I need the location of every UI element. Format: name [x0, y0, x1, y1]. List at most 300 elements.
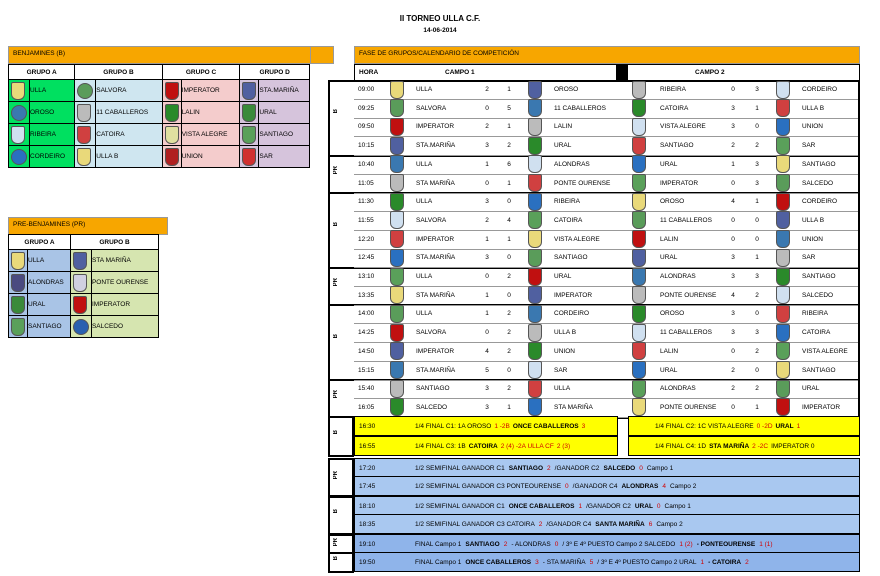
- match-row: [354, 248, 858, 268]
- match-time: 17:20: [359, 464, 376, 472]
- team-crest-icon: [9, 146, 30, 168]
- away-score: 2: [507, 385, 511, 393]
- home-team: URAL: [660, 160, 678, 168]
- prebenjamines-title: PRE-BENJAMINES (PR): [8, 217, 168, 235]
- category-block: [328, 416, 354, 457]
- team-crest-icon: [630, 323, 648, 342]
- home-score: 3: [485, 198, 489, 206]
- team-crest-icon: [630, 379, 648, 398]
- final-text: Campo 1: [646, 464, 674, 472]
- team-crest-icon: [9, 294, 28, 316]
- home-score: 2: [731, 385, 735, 393]
- team-crest-icon: [774, 304, 792, 323]
- final-text: 2: [503, 540, 508, 548]
- team-crest-icon: [75, 80, 96, 102]
- away-team: 11 CABALLEROS: [554, 104, 606, 112]
- away-team: SANTIAGO: [554, 254, 588, 262]
- team-crest-icon: [630, 248, 648, 267]
- final-text: Campo 2: [669, 482, 697, 490]
- away-score: 1: [755, 403, 759, 411]
- away-team: SAR: [802, 142, 816, 150]
- category-block: [328, 496, 354, 535]
- team-crest-icon: [774, 174, 792, 193]
- team-crest-icon: [630, 230, 648, 249]
- team-crest-icon: [388, 99, 406, 118]
- team-name: RIBEIRA: [30, 124, 75, 146]
- home-team: STA MARIÑA: [416, 291, 455, 299]
- away-score: 4: [507, 216, 511, 224]
- final-text: 1/2 SEMIFINAL GANADOR C1: [415, 502, 505, 510]
- away-score: 2: [755, 142, 759, 150]
- team-crest-icon: [526, 398, 544, 417]
- team-crest-icon: [388, 117, 406, 136]
- match-time: 12:45: [358, 254, 375, 262]
- final-text: ONCE CABALLEROS: [512, 422, 579, 430]
- final-text: 2: [745, 558, 749, 566]
- away-team: URAL: [802, 385, 820, 393]
- home-team: URAL: [660, 366, 678, 374]
- team-crest-icon: [630, 361, 648, 380]
- team-crest-icon: [388, 136, 406, 155]
- benjamines-groups-table: [8, 64, 310, 168]
- away-score: 2: [507, 329, 511, 337]
- final-text: 1 -2B: [494, 422, 510, 430]
- team-crest-icon: [388, 361, 406, 380]
- home-team: CATOIRA: [660, 104, 689, 112]
- team-name: SALCEDO: [91, 316, 158, 338]
- team-crest-icon: [526, 323, 544, 342]
- home-score: 0: [731, 179, 735, 187]
- final-line: [415, 459, 673, 477]
- away-score: 0: [755, 216, 759, 224]
- home-score: 1: [485, 291, 489, 299]
- final-text: 0: [639, 464, 643, 472]
- home-team: SANTIAGO: [660, 142, 694, 150]
- home-team: SALVORA: [416, 329, 447, 337]
- away-team: LALIN: [554, 123, 573, 131]
- team-crest-icon: [774, 342, 792, 361]
- final-text: STA MARIÑA: [709, 442, 750, 450]
- away-team: RIBEIRA: [802, 310, 829, 318]
- home-team: 11 CABALLEROS: [660, 216, 712, 224]
- final-text: 1/4 FINAL C3: 1B: [415, 442, 466, 450]
- final-text: 1/4 FINAL C2: 1C VISTA ALEGRE: [655, 422, 754, 430]
- match-time: 11:55: [358, 216, 374, 224]
- home-team: SANTIAGO: [416, 385, 450, 393]
- home-score: 3: [731, 273, 735, 280]
- category-label: PR: [333, 277, 339, 287]
- final-text: ONCE CABALLEROS: [508, 502, 575, 510]
- home-score: 1: [731, 160, 735, 168]
- match-time: 15:15: [358, 366, 375, 374]
- home-team: OROSO: [660, 310, 685, 318]
- final-row: [354, 552, 860, 572]
- team-crest-icon: [630, 99, 648, 118]
- team-crest-icon: [526, 230, 544, 249]
- team-crest-icon: [70, 272, 91, 294]
- away-team: PONTE OURENSE: [554, 179, 611, 187]
- away-team: VISTA ALEGRE: [802, 347, 848, 355]
- final-text: /GANADOR C4: [546, 520, 592, 528]
- final-text: 1: [796, 422, 801, 430]
- team-crest-icon: [388, 248, 406, 267]
- category-block: [328, 458, 354, 497]
- final-line: [415, 477, 696, 495]
- home-score: 3: [485, 142, 489, 150]
- final-text: URAL: [775, 422, 794, 430]
- team-name: SANTIAGO: [28, 316, 71, 338]
- team-crest-icon: [9, 250, 28, 272]
- team-crest-icon: [630, 80, 648, 99]
- match-time: 09:00: [358, 86, 375, 93]
- final-text: 1/4 FINAL C4: 1D: [655, 442, 707, 450]
- match-time: 11:05: [358, 179, 374, 187]
- match-time: 15:40: [358, 385, 375, 393]
- match-time: 16:55: [359, 442, 376, 450]
- final-text: 2 -2C: [752, 442, 769, 450]
- match-row: [354, 342, 858, 362]
- team-crest-icon: [388, 398, 406, 417]
- away-team: OROSO: [554, 86, 579, 93]
- team-crest-icon: [774, 117, 792, 136]
- final-row: [354, 458, 860, 478]
- home-score: 0: [485, 329, 489, 337]
- home-team: ALONDRAS: [660, 273, 696, 280]
- match-row: [354, 304, 858, 324]
- team-crest-icon: [630, 211, 648, 230]
- team-crest-icon: [388, 286, 406, 305]
- team-crest-icon: [240, 146, 259, 168]
- team-name: ALONDRAS: [28, 272, 71, 294]
- away-team: SALCEDO: [802, 291, 834, 299]
- team-crest-icon: [526, 361, 544, 380]
- final-text: SANTIAGO: [508, 464, 544, 472]
- team-name: STA MARIÑA: [91, 250, 158, 272]
- final-line: [415, 515, 683, 533]
- home-team: 11 CABALLEROS: [660, 329, 712, 337]
- home-score: 3: [731, 310, 735, 318]
- team-crest-icon: [774, 99, 792, 118]
- final-text: CATOIRA: [468, 442, 498, 450]
- match-row: [354, 80, 858, 100]
- home-team: SALVORA: [416, 104, 447, 112]
- team-name: IMPERATOR: [91, 294, 158, 316]
- final-text: - CATOIRA: [708, 558, 742, 566]
- team-crest-icon: [388, 174, 406, 193]
- home-score: 0: [731, 347, 735, 355]
- team-crest-icon: [388, 155, 406, 174]
- category-label: PR: [333, 537, 339, 546]
- team-name: CATOIRA: [96, 124, 162, 146]
- away-team: UNION: [802, 123, 823, 131]
- home-team: LALIN: [660, 235, 679, 243]
- home-team: SALVORA: [416, 216, 447, 224]
- match-row: [354, 136, 858, 156]
- home-team: LALIN: [660, 347, 679, 355]
- home-score: 1: [485, 235, 489, 243]
- team-name: URAL: [259, 102, 310, 124]
- team-name: LALIN: [181, 102, 240, 124]
- team-crest-icon: [630, 136, 648, 155]
- away-score: 0: [755, 123, 759, 131]
- home-team: ULLA: [416, 160, 433, 168]
- match-time: 14:25: [358, 329, 375, 337]
- final-row: [354, 476, 860, 496]
- team-crest-icon: [70, 316, 91, 338]
- quarterfinal-campo2: [655, 417, 800, 435]
- team-crest-icon: [526, 136, 544, 155]
- team-crest-icon: [774, 155, 792, 174]
- category-label: B: [333, 333, 339, 339]
- team-name: VISTA ALEGRE: [181, 124, 240, 146]
- away-score: 1: [755, 254, 759, 262]
- team-crest-icon: [526, 248, 544, 267]
- team-crest-icon: [774, 136, 792, 155]
- team-crest-icon: [774, 211, 792, 230]
- final-text: 2: [547, 464, 551, 472]
- final-text: 1/2 SEMIFINAL GANADOR C1: [415, 464, 505, 472]
- final-text: Campo 2: [656, 520, 683, 528]
- final-text: 6: [648, 520, 653, 528]
- home-score: 2: [485, 123, 489, 131]
- match-time: 18:35: [359, 520, 376, 528]
- final-line: [415, 535, 773, 553]
- final-text: / 3º E 4º PUESTO Campo 2 SALCEDO: [562, 540, 676, 548]
- team-crest-icon: [70, 294, 91, 316]
- team-crest-icon: [630, 155, 648, 174]
- home-score: 0: [485, 104, 489, 112]
- final-text: /GANADOR C2: [586, 502, 631, 510]
- team-crest-icon: [388, 267, 406, 286]
- final-text: /GANADOR C4: [572, 482, 618, 490]
- team-crest-icon: [526, 155, 544, 174]
- category-label: B: [333, 109, 339, 114]
- match-time: 10:15: [358, 142, 375, 150]
- team-crest-icon: [388, 379, 406, 398]
- team-crest-icon: [526, 99, 544, 118]
- away-score: 2: [507, 142, 511, 150]
- match-time: 12:20: [358, 235, 375, 243]
- prebenjamines-groups-table: [8, 234, 159, 338]
- match-row: [354, 117, 858, 137]
- away-team: CORDEIRO: [802, 86, 838, 93]
- home-score: 2: [731, 142, 735, 150]
- home-score: 0: [485, 273, 489, 280]
- away-team: CORDEIRO: [802, 198, 838, 206]
- team-crest-icon: [162, 80, 181, 102]
- away-score: 0: [755, 366, 759, 374]
- group-header: GRUPO B: [75, 65, 162, 80]
- home-team: RIBEIRA: [660, 86, 687, 93]
- match-time: 16:05: [358, 403, 375, 411]
- away-score: 3: [755, 273, 759, 280]
- final-text: SANTA MARIÑA: [595, 520, 645, 528]
- away-team: URAL: [554, 142, 572, 150]
- team-crest-icon: [526, 117, 544, 136]
- team-crest-icon: [774, 398, 792, 417]
- final-row: [628, 436, 860, 456]
- team-name: SANTIAGO: [259, 124, 310, 146]
- home-team: ULLA: [416, 273, 433, 280]
- away-score: 0: [507, 366, 511, 374]
- team-crest-icon: [526, 192, 544, 211]
- home-score: 1: [485, 310, 489, 318]
- team-crest-icon: [630, 304, 648, 323]
- away-score: 0: [755, 235, 759, 243]
- away-score: 3: [755, 179, 759, 187]
- team-crest-icon: [388, 342, 406, 361]
- home-score: 3: [485, 254, 489, 262]
- match-row: [354, 361, 858, 381]
- final-row: [354, 534, 860, 554]
- team-crest-icon: [630, 398, 648, 417]
- final-text: URAL: [634, 502, 653, 510]
- team-crest-icon: [240, 124, 259, 146]
- final-text: FINAL Campo 1: [415, 558, 462, 566]
- team-crest-icon: [630, 117, 648, 136]
- away-score: 1: [507, 403, 511, 411]
- category-label: PR: [333, 470, 339, 479]
- home-team: STA.MARIÑA: [416, 254, 456, 262]
- match-time: 19:10: [359, 540, 376, 548]
- team-name: SALVORA: [96, 80, 162, 102]
- match-time: 13:10: [358, 273, 375, 280]
- team-crest-icon: [70, 250, 91, 272]
- group-header: GRUPO D: [240, 65, 310, 80]
- match-time: 18:10: [359, 502, 376, 510]
- team-crest-icon: [75, 146, 96, 168]
- away-team: VISTA ALEGRE: [554, 235, 600, 243]
- away-score: 3: [755, 329, 759, 337]
- page-title: II TORNEO ULLA C.F.: [399, 14, 481, 23]
- home-score: 2: [731, 366, 735, 374]
- team-name: 11 CABALLEROS: [96, 102, 162, 124]
- final-line: [415, 497, 691, 515]
- category-block: [328, 552, 354, 573]
- category-label: PR: [333, 389, 339, 399]
- campo2-header: CAMPO 2: [695, 69, 725, 76]
- away-score: 2: [507, 310, 511, 318]
- match-time: 17:45: [359, 482, 376, 490]
- team-crest-icon: [526, 211, 544, 230]
- away-score: 0: [507, 198, 511, 206]
- match-row: [354, 192, 858, 212]
- benjamines-title-tail: [310, 46, 334, 64]
- team-crest-icon: [9, 80, 30, 102]
- team-crest-icon: [774, 267, 792, 286]
- team-crest-icon: [388, 304, 406, 323]
- quarterfinal-campo2: [655, 437, 815, 455]
- hora-header: HORA: [359, 69, 379, 76]
- category-label: PR: [333, 165, 339, 174]
- away-team: STA MARIÑA: [554, 403, 593, 411]
- away-score: 2: [507, 347, 511, 355]
- category-label: B: [333, 555, 339, 560]
- final-text: - PONTEOURENSE: [696, 540, 756, 548]
- home-team: IMPERATOR: [416, 235, 455, 243]
- team-crest-icon: [630, 267, 648, 286]
- team-crest-icon: [774, 80, 792, 99]
- final-text: 1: [700, 558, 705, 566]
- away-score: 2: [755, 347, 759, 355]
- match-row: [354, 267, 858, 287]
- away-score: 3: [755, 160, 759, 168]
- team-crest-icon: [75, 124, 96, 146]
- home-team: OROSO: [660, 198, 685, 206]
- away-score: 2: [507, 273, 511, 280]
- home-score: 4: [731, 198, 735, 206]
- team-crest-icon: [388, 323, 406, 342]
- home-score: 3: [731, 104, 735, 112]
- home-team: ULLA: [416, 310, 433, 318]
- team-crest-icon: [388, 192, 406, 211]
- team-crest-icon: [75, 102, 96, 124]
- team-crest-icon: [388, 230, 406, 249]
- away-score: 2: [755, 385, 759, 393]
- group-header: GRUPO A: [9, 235, 71, 250]
- team-crest-icon: [526, 80, 544, 99]
- away-score: 5: [507, 104, 511, 112]
- final-text: SALCEDO: [603, 464, 636, 472]
- final-text: 1 (1): [759, 540, 773, 548]
- away-score: 0: [755, 310, 759, 318]
- final-text: - STA MARIÑA: [542, 558, 586, 566]
- final-row: [354, 436, 618, 456]
- match-row: [354, 398, 858, 418]
- match-time: 11:30: [358, 198, 374, 206]
- final-text: ALONDRAS: [621, 482, 659, 490]
- final-text: 0 -2D: [756, 422, 773, 430]
- away-team: UNION: [554, 347, 575, 355]
- match-row: [354, 99, 858, 119]
- final-text: 2 (4) -2A ULLA CF: [500, 442, 554, 450]
- match-time: 09:25: [358, 104, 375, 112]
- home-score: 1: [485, 160, 489, 168]
- away-score: 1: [507, 123, 511, 131]
- home-team: IMPERATOR: [416, 123, 455, 131]
- team-name: PONTE OURENSE: [91, 272, 158, 294]
- final-text: Campo 1: [664, 502, 691, 510]
- team-name: URAL: [28, 294, 71, 316]
- away-score: 2: [755, 291, 759, 299]
- home-score: 3: [731, 123, 735, 131]
- match-row: [354, 174, 858, 194]
- category-label: B: [333, 429, 339, 434]
- team-name: ULLA B: [96, 146, 162, 168]
- team-name: SAR: [259, 146, 310, 168]
- category-label: B: [333, 508, 339, 513]
- match-row: [354, 323, 858, 343]
- team-name: UNION: [181, 146, 240, 168]
- final-text: 1/2 SEMIFINAL GANADOR C3 CATOIRA: [415, 520, 535, 528]
- home-team: IMPERATOR: [416, 347, 455, 355]
- final-line: [415, 553, 749, 571]
- group-header: GRUPO C: [162, 65, 240, 80]
- quarterfinal-campo1: [415, 437, 570, 455]
- away-score: 1: [755, 198, 759, 206]
- final-text: 1 (2): [679, 540, 693, 548]
- final-text: 0: [565, 482, 569, 490]
- away-team: CATOIRA: [554, 216, 583, 224]
- away-score: 0: [507, 254, 511, 262]
- away-score: 3: [755, 86, 759, 93]
- final-text: 1/4 FINAL C1: 1A OROSO: [415, 422, 492, 430]
- match-time: 13:35: [358, 291, 375, 299]
- page-date: 14-06-2014: [423, 27, 457, 34]
- home-team: PONTE OURENSE: [660, 291, 717, 299]
- home-score: 0: [731, 216, 735, 224]
- away-team: CORDEIRO: [554, 310, 590, 318]
